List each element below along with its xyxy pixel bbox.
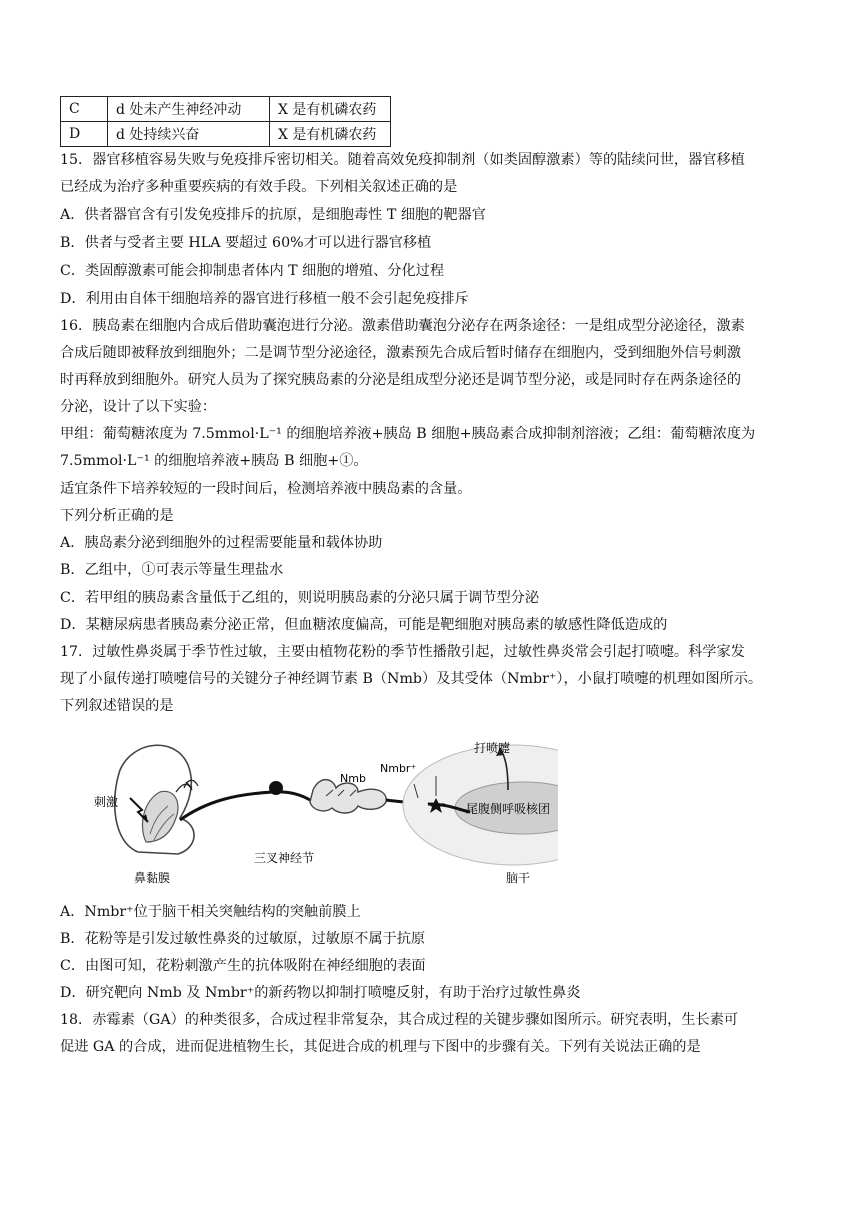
table-cell: X 是有机磷农药 [270,122,391,147]
q17-option-a: A．Nmbr⁺位于脑干相关突触结构的突触前膜上 [60,904,361,920]
q15-option-d: D．利用由自体干细胞培养的器官进行移植一般不会引起免疫排斥 [60,291,469,307]
q16-group-line-2: 7.5mmol·L⁻¹ 的细胞培养液+胰岛 B 细胞+①。 [60,453,368,469]
q16-condition-line: 适宜条件下培养较短的一段时间后，检测培养液中胰岛素的含量。 [60,481,472,497]
sneeze-mechanism-figure [88,730,558,892]
q17-stem-line-2: 现了小鼠传递打喷嚏信号的关键分子神经调节素 B（Nmb）及其受体（Nmbr⁺），小鼠打喷嚏的机理如图所示。 [60,671,763,687]
label-sneeze: 打喷嚏 [474,741,511,755]
neuron-cell-body [269,781,283,795]
q17-stem-line-3: 下列叙述错误的是 [60,698,174,714]
answer-options-table [60,96,391,147]
label-stimulus: 刺激 [94,795,119,809]
q16-option-c: C．若甲组的胰岛素含量低于乙组的，则说明胰岛素的分泌只属于调节型分泌 [60,590,540,606]
table-cell: D [61,122,108,147]
q17-option-c: C．由图可知，花粉刺激产生的抗体吸附在神经细胞的表面 [60,958,426,974]
q17-stem-line-1: 17．过敏性鼻炎属于季节性过敏，主要由植物花粉的季节性播散引起，过敏性鼻炎常会引起打喷嚏。科学家发 [60,644,745,660]
q16-prompt-line: 下列分析正确的是 [60,508,174,524]
q17-option-b: B．花粉等是引发过敏性鼻炎的过敏原，过敏原不属于抗原 [60,931,426,947]
q16-stem-line-1: 16．胰岛素在细胞内合成后借助囊泡进行分泌。激素借助囊泡分泌存在两条途径：一是组成型分泌途径，激素 [60,318,745,334]
q17-option-d: D．研究靶向 Nmb 及 Nmbr⁺的新药物以抑制打喷嚏反射，有助于治疗过敏性鼻炎 [60,985,581,1001]
table-cell: X 是有机磷农药 [270,97,391,122]
q16-option-d: D．某糖尿病患者胰岛素分泌正常，但血糖浓度偏高，可能是靶细胞对胰岛素的敏感性降低造成的 [60,617,668,633]
q16-stem-line-3: 时再释放到细胞外。研究人员为了探究胰岛素的分泌是组成型分泌还是调节型分泌，或是同时存在两条途径的 [60,372,742,388]
q18-stem-line-2: 促进 GA 的合成，进而促进植物生长，其促进合成的机理与下图中的步骤有关。下列有关说法正确的是 [60,1039,701,1055]
q15-option-a: A．供者器官含有引发免疫排斥的抗原，是细胞毒性 T 细胞的靶器官 [60,207,486,223]
label-brainstem: 脑干 [506,871,531,885]
label-trigeminal-ganglion: 三叉神经节 [254,851,315,865]
q16-option-a: A．胰岛素分泌到细胞外的过程需要能量和载体协助 [60,535,383,551]
table-row [61,97,391,122]
q16-option-b: B．乙组中，①可表示等量生理盐水 [60,562,284,578]
table-cell: d 处未产生神经冲动 [108,97,270,122]
q16-group-line-1: 甲组：葡萄糖浓度为 7.5mmol·L⁻¹ 的细胞培养液+胰岛 B 细胞+胰岛素合成抑制剂溶液；乙组：葡萄糖浓度为 [60,426,756,442]
q15-option-b: B．供者与受者主要 HLA 要超过 60%才可以进行器官移植 [60,235,432,251]
nasal-mucosa-shape [142,791,178,842]
q18-stem-line-1: 18．赤霉素（GA）的种类很多，合成过程非常复杂，其合成过程的关键步骤如图所示。研究表明，生长素可 [60,1012,739,1028]
label-respiratory-nucleus: 尾腹侧呼吸核团 [466,802,551,816]
label-nasal-mucosa: 鼻黏膜 [134,871,171,885]
label-nmb: Nmb [340,772,366,785]
q15-option-c: C．类固醇激素可能会抑制患者体内 T 细胞的增殖、分化过程 [60,263,445,279]
table-cell: d 处持续兴奋 [108,122,270,147]
q16-stem-line-4: 分泌，设计了以下实验： [60,399,217,415]
label-nmbr: Nmbr⁺ [380,762,417,775]
q15-stem-line-2: 已经成为治疗多种重要疾病的有效手段。下列相关叙述正确的是 [60,179,458,195]
nerve-fiber [180,792,310,820]
table-row [61,122,391,147]
q16-stem-line-2: 合成后随即被释放到细胞外；二是调节型分泌途径，激素预先合成后暂时储存在细胞内，受到细胞外信号刺激 [60,345,742,361]
q15-stem-line-1: 15．器官移植容易失败与免疫排斥密切相关。随着高效免疫抑制剂（如类固醇激素）等的陆续问世，器官移植 [60,152,745,168]
table-cell: C [61,97,108,122]
